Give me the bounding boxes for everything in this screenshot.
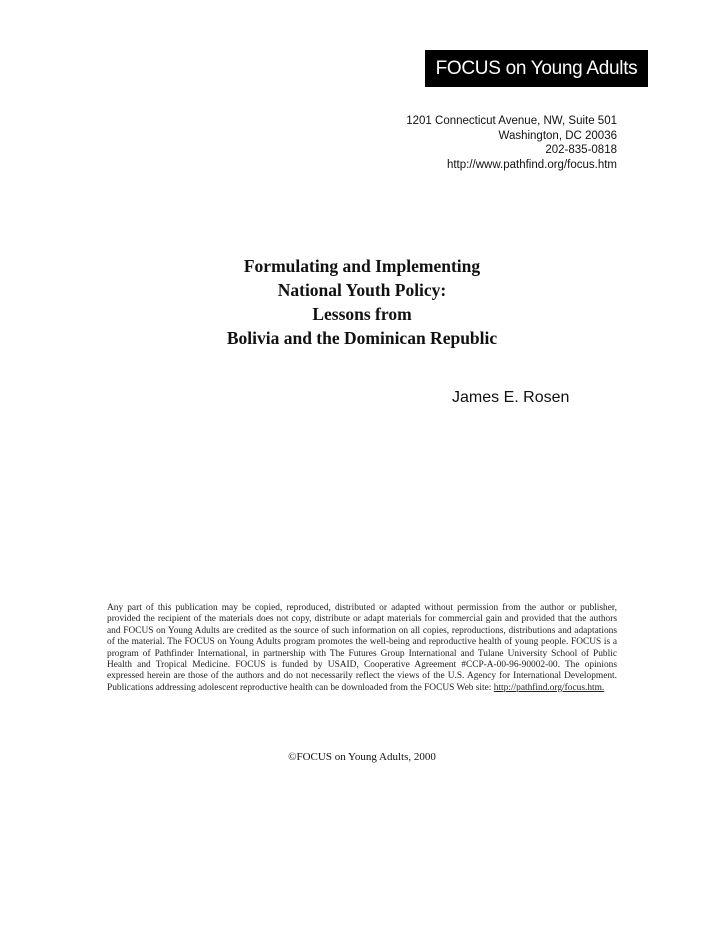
author-name: James E. Rosen [452, 389, 570, 406]
address-block [406, 114, 617, 172]
address-phone: 202-835-0818 [545, 144, 617, 156]
title-line-4: Bolivia and the Dominican Republic [226, 328, 498, 348]
title-line-3: Lessons from [312, 304, 412, 324]
document-title [0, 254, 724, 350]
title-line-1: Formulating and Implementing [243, 256, 481, 276]
focus-website-link[interactable]: http://pathfind.org/focus.htm. [493, 682, 605, 693]
program-banner: FOCUS on Young Adults [425, 50, 648, 87]
address-street: 1201 Connecticut Avenue, NW, Suite 501 [406, 115, 617, 127]
copyright-disclaimer [107, 603, 617, 694]
title-line-2: National Youth Policy: [277, 280, 447, 300]
address-website[interactable]: http://www.pathfind.org/focus.htm [446, 158, 617, 171]
disclaimer-text: Any part of this publication may be copied, reproduced, distributed or adapted without permission from the author or publisher, provided the recipient of the materials does not copy, distribute or adapt materials for commercial gain and provided that the authors and FOCUS on Young Adults are credited as the source of such information on all copies, reproductions, distributions and adaptations of the material. The FOCUS on Young Adults program promotes the well-being and reproductive health of young people. FOCUS is a program of Pathfinder International, in partnership with The Futures Group International and Tulane University School of Public Health and Tropical Medicine. FOCUS is funded by USAID, Cooperative Agreement #CCP-A-00-96-90002-00. The opinions expressed herein are those of the authors and do not necessarily reflect the views of the U.S. Agency for International Development. Publications addressing adolescent reproductive health can be downloaded from the FOCUS Web site: [107, 603, 617, 693]
address-city: Washington, DC 20036 [498, 129, 617, 142]
copyright-notice: ©FOCUS on Young Adults, 2000 [288, 751, 436, 763]
